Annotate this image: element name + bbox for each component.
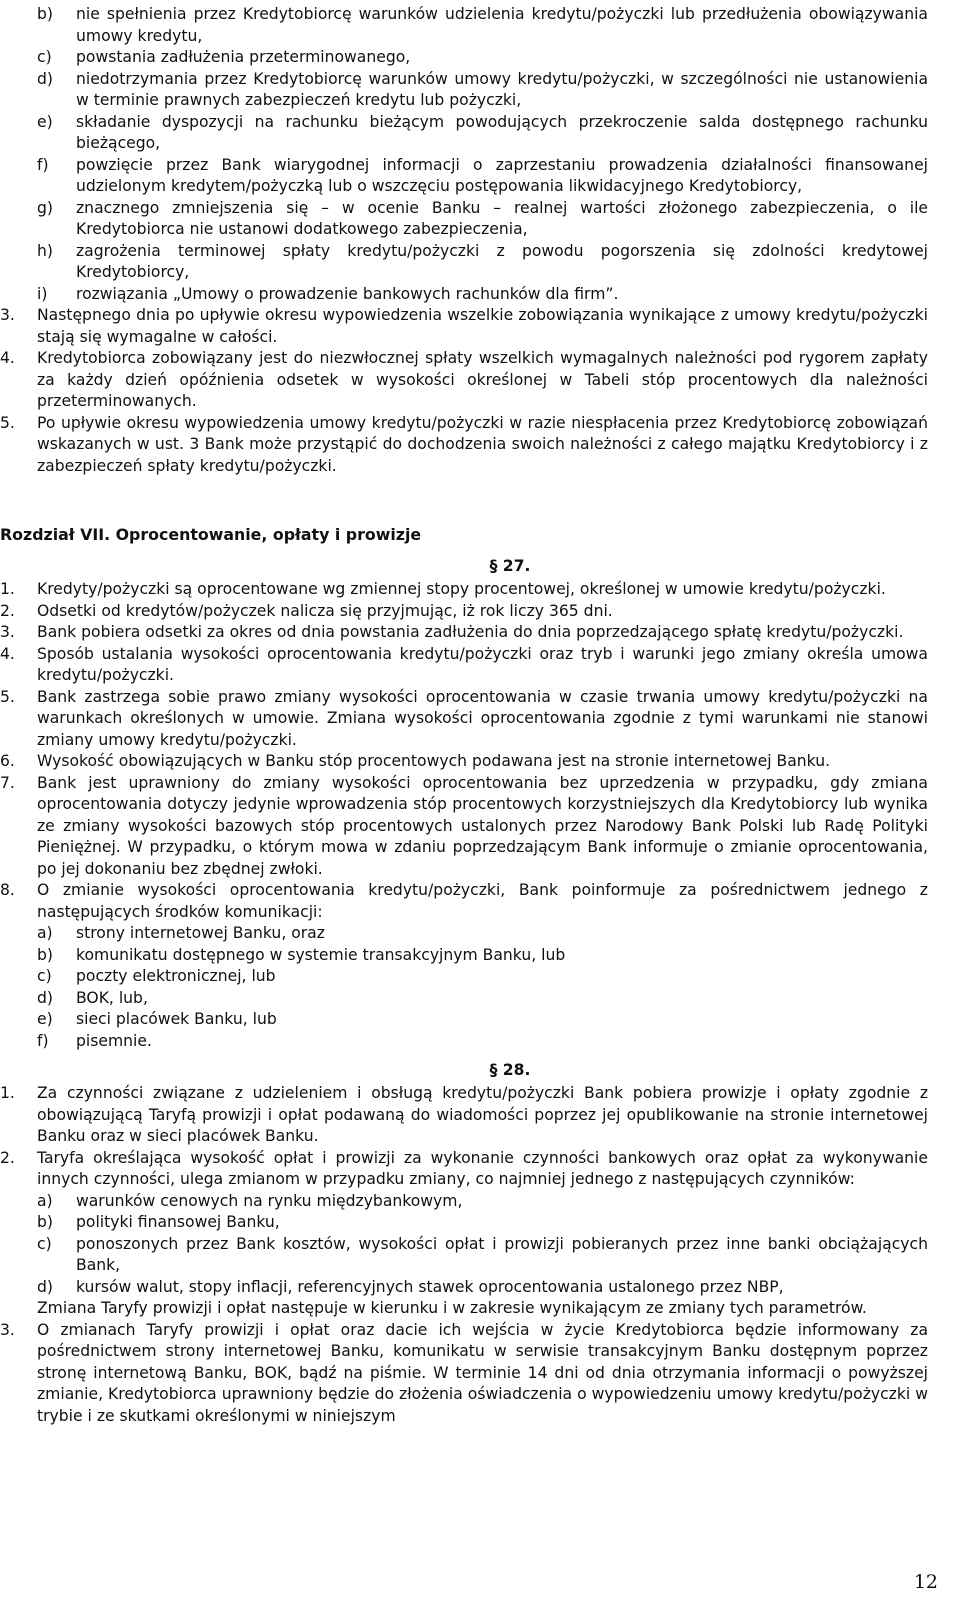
list-text: ponoszonych przez Bank kosztów, wysokości opłat i prowizji pobieranych przez inne banki obciążających Bank, — [76, 1234, 928, 1274]
list-item — [37, 1191, 928, 1213]
list-marker: c) — [37, 48, 52, 66]
list-marker: d) — [37, 69, 53, 88]
point-text: Bank zastrzega sobie prawo zmiany wysokości oprocentowania w czasie trwania umowy kredytu/pożyczki na warunkach określonych w umowie. Zmiana wysokości oprocentowania zgodnie z tymi warunkami nie stanowi zmiany umowy kredytu/pożyczki. — [37, 687, 928, 749]
point-text: O zmianach Taryfy prowizji i opłat oraz dacie ich wejścia w życie Kredytobiorca będzie informowany za pośrednictwem strony internetowej Banku, komunikatu w serwisie transakcyjnym Banku dostępnym poprzez stronę internetową Banku, BOK, bądź na piśmie. W terminie 14 dni od dnia otrzymania informacji o powyższej zmianie, Kredytobiorca uprawniony będzie do złożenia oświadczenia o wypowiedzeniu umowy kredytu/pożyczki w trybie i ze skutkami określonymi w niniejszym — [37, 1320, 928, 1425]
numbered-points — [0, 305, 960, 477]
numbered-point — [0, 880, 928, 923]
list-item — [37, 923, 928, 945]
list-item — [0, 69, 928, 112]
list-text: rozwiązania „Umowy o prowadzenie bankowych rachunków dla firm”. — [76, 284, 619, 303]
point-text: Wysokość obowiązujących w Banku stóp procentowych podawana jest na stronie internetowej Banku. — [37, 752, 831, 770]
list-item — [37, 1212, 928, 1234]
list-text: pisemnie. — [76, 1031, 152, 1050]
list-text: niedotrzymania przez Kredytobiorcę warunków umowy kredytu/pożyczki, w szczególności nie ustanowienia w terminie prawnych zabezpieczeń kredytu lub pożyczki, — [76, 69, 928, 109]
point-text: O zmianie wysokości oprocentowania kredytu/pożyczki, Bank poinformuje za pośrednictwem jednego z następujących środków komunikacji: — [37, 881, 928, 921]
point-text: Bank jest uprawniony do zmiany wysokości oprocentowania bez uprzedzenia w przypadku, gdy zmiana oprocentowania dotyczy jedynie wprowadzenia stóp procentowych korzystniejszych dla Kredytobiorcy lub wynika ze zmiany wysokości bazowych stóp procentowych ustalonych przez Narodowy Bank Polski lub Radę Polityki Pieniężnej. W przypadku, o którym mowa w zdaniu poprzedzającym Bank informuje o zmianie oprocentowania, po jej dokonaniu bez zbędnej zwłoki. — [37, 773, 928, 878]
point-text: Kredytobiorca zobowiązany jest do niezwłocznej spłaty wszelkich wymagalnych należności pod rygorem zapłaty za każdy dzień opóźnienia odsetek w wysokości określonej w Tabeli stóp procentowych dla należności przeterminowanych. — [37, 349, 928, 410]
numbered-point — [0, 601, 928, 623]
spacer — [0, 477, 960, 520]
list-item — [37, 988, 928, 1010]
section-heading-27 — [0, 556, 960, 577]
point-number: 3. — [0, 623, 15, 641]
point-number: 2. — [0, 1148, 15, 1167]
point-text: Bank pobiera odsetki za okres od dnia powstania zadłużenia do dnia poprzedzającego spłatę kredytu/pożyczki. — [37, 623, 904, 641]
section-sign: § — [489, 557, 503, 575]
numbered-point — [0, 413, 928, 478]
point-number: 5. — [0, 687, 15, 706]
list-marker: e) — [37, 112, 53, 131]
list-marker: i) — [37, 284, 48, 303]
point-text: Taryfa określająca wysokość opłat i prowizji za wykonanie czynności bankowych oraz opłat za wykonywanie innych czynności, ulega zmianom w przypadku zmiany, co najmniej jednego z następujących czynników: — [37, 1148, 928, 1188]
tariff-factors-list — [0, 1191, 960, 1299]
list-item — [37, 966, 928, 988]
list-marker: f) — [37, 155, 49, 174]
list-item — [0, 4, 928, 47]
list-item — [0, 47, 928, 69]
numbered-point — [0, 1083, 928, 1148]
point-text: Za czynności związane z udzieleniem i obsługą kredytu/pożyczki Bank pobiera prowizje i opłaty zgodnie z obowiązującą Taryfą prowizji i opłat podawaną do wiadomości poprzez jej opublikowanie na stronie internetowej Banku oraz w sieci placówek Banku. — [37, 1084, 928, 1145]
list-marker: g) — [37, 198, 53, 217]
paragraph: Zmiana Taryfy prowizji i opłat następuje w kierunku i w zakresie wynikającym ze zmiany tych parametrów. — [37, 1299, 867, 1317]
section-sign: § — [489, 1061, 503, 1079]
list-item — [0, 284, 928, 306]
section-heading-28 — [0, 1060, 960, 1081]
numbered-point — [0, 305, 928, 348]
list-text: znacznego zmniejszenia się – w ocenie Banku – realnej wartości złożonego zabezpieczenia, o ile Kredytobiorca nie ustanowi dodatkowego zabezpieczenia, — [76, 198, 928, 238]
termination-grounds-list — [0, 4, 960, 305]
point-text: Odsetki od kredytów/pożyczek nalicza się przyjmując, iż rok liczy 365 dni. — [37, 601, 613, 620]
numbered-point — [0, 687, 928, 752]
chapter-heading: Rozdział VII. Oprocentowanie, opłaty i prowizje — [0, 525, 422, 544]
list-text: powstania zadłużenia przeterminowanego, — [76, 48, 411, 66]
numbered-point — [0, 1320, 928, 1428]
point-number: 7. — [0, 773, 15, 792]
point-number: 8. — [0, 881, 15, 899]
section-28-points — [0, 1083, 960, 1427]
numbered-point — [0, 348, 928, 413]
section-number: 28. — [502, 1061, 531, 1079]
numbered-point — [0, 644, 928, 687]
point-number: 1. — [0, 1084, 15, 1102]
list-marker: a) — [37, 924, 53, 942]
list-text: zagrożenia terminowej spłaty kredytu/pożyczki z powodu pogorszenia się zdolności kredytowej Kredytobiorcy, — [76, 241, 928, 281]
list-text: sieci placówek Banku, lub — [76, 1010, 277, 1028]
list-text: kursów walut, stopy inflacji, referencyjnych stawek oprocentowania ustalonego przez NBP, — [76, 1277, 784, 1296]
list-item — [0, 155, 928, 198]
list-marker: a) — [37, 1191, 53, 1210]
list-marker: c) — [37, 1234, 52, 1253]
point-number: 4. — [0, 644, 15, 663]
point-text: Sposób ustalania wysokości oprocentowania kredytu/pożyczki oraz tryb i warunki jego zmiany określa umowa kredytu/pożyczki. — [37, 644, 928, 684]
list-item — [37, 1009, 928, 1031]
list-text: strony internetowej Banku, oraz — [76, 924, 325, 942]
list-marker: h) — [37, 241, 53, 260]
section-27-points — [0, 579, 960, 1052]
point-number: 3. — [0, 1320, 15, 1339]
section-number: 27. — [502, 557, 531, 575]
numbered-point — [0, 1148, 928, 1191]
list-text: powzięcie przez Bank wiarygodnej informacji o zaprzestaniu prowadzenia działalności finansowanej udzielonym kredytem/pożyczką lub o wszczęciu postępowania likwidacyjnego Kredytobiorcy, — [76, 155, 928, 195]
numbered-point — [0, 773, 928, 881]
page-number: 12 — [913, 1570, 938, 1593]
point-text: Kredyty/pożyczki są oprocentowane wg zmiennej stopy procentowej, określonej w umowie kredytu/pożyczki. — [37, 580, 886, 598]
list-item — [0, 112, 928, 155]
list-marker: c) — [37, 967, 52, 985]
list-marker: e) — [37, 1010, 53, 1028]
list-item — [37, 1277, 928, 1299]
list-item — [0, 198, 928, 241]
point-number: 3. — [0, 306, 15, 324]
list-marker: b) — [37, 5, 53, 23]
list-marker: b) — [37, 945, 53, 964]
list-marker: b) — [37, 1213, 53, 1231]
communication-channels-list — [0, 923, 960, 1052]
list-marker: f) — [37, 1031, 49, 1050]
point-number: 1. — [0, 580, 15, 598]
list-item — [37, 1234, 928, 1277]
point-number: 5. — [0, 413, 15, 432]
point-text: Po upływie okresu wypowiedzenia umowy kredytu/pożyczki w razie niespłacenia przez Kredytobiorcę zobowiązań wskazanych w ust. 3 Bank może przystąpić do dochodzenia swoich należności z całego majątku Kredytobiorcy i z zabezpieczeń spłaty kredytu/pożyczki. — [37, 413, 928, 475]
list-text: komunikatu dostępnego w systemie transakcyjnym Banku, lub — [76, 945, 566, 964]
numbered-point — [0, 751, 928, 773]
list-text: nie spełnienia przez Kredytobiorcę warunków udzielenia kredytu/pożyczki lub przedłużenia obowiązywania umowy kredytu, — [76, 5, 928, 45]
list-item — [37, 1031, 928, 1053]
point-number: 4. — [0, 349, 15, 367]
numbered-point — [0, 579, 928, 601]
list-text: BOK, lub, — [76, 988, 148, 1007]
point-text: Następnego dnia po upływie okresu wypowiedzenia wszelkie zobowiązania wynikające z umowy kredytu/pożyczki stają się wymagalne w całości. — [37, 306, 928, 346]
list-marker: d) — [37, 988, 53, 1007]
point-number: 2. — [0, 601, 15, 620]
point-number: 6. — [0, 752, 15, 770]
list-item — [37, 945, 928, 967]
numbered-point — [0, 622, 928, 644]
list-item — [0, 241, 928, 284]
list-text: składanie dyspozycji na rachunku bieżącym powodujących przekroczenie salda dostępnego rachunku bieżącego, — [76, 112, 928, 152]
list-text: warunków cenowych na rynku międzybankowym, — [76, 1191, 463, 1210]
list-text: polityki finansowej Banku, — [76, 1213, 280, 1231]
list-marker: d) — [37, 1277, 53, 1296]
list-text: poczty elektronicznej, lub — [76, 967, 276, 985]
